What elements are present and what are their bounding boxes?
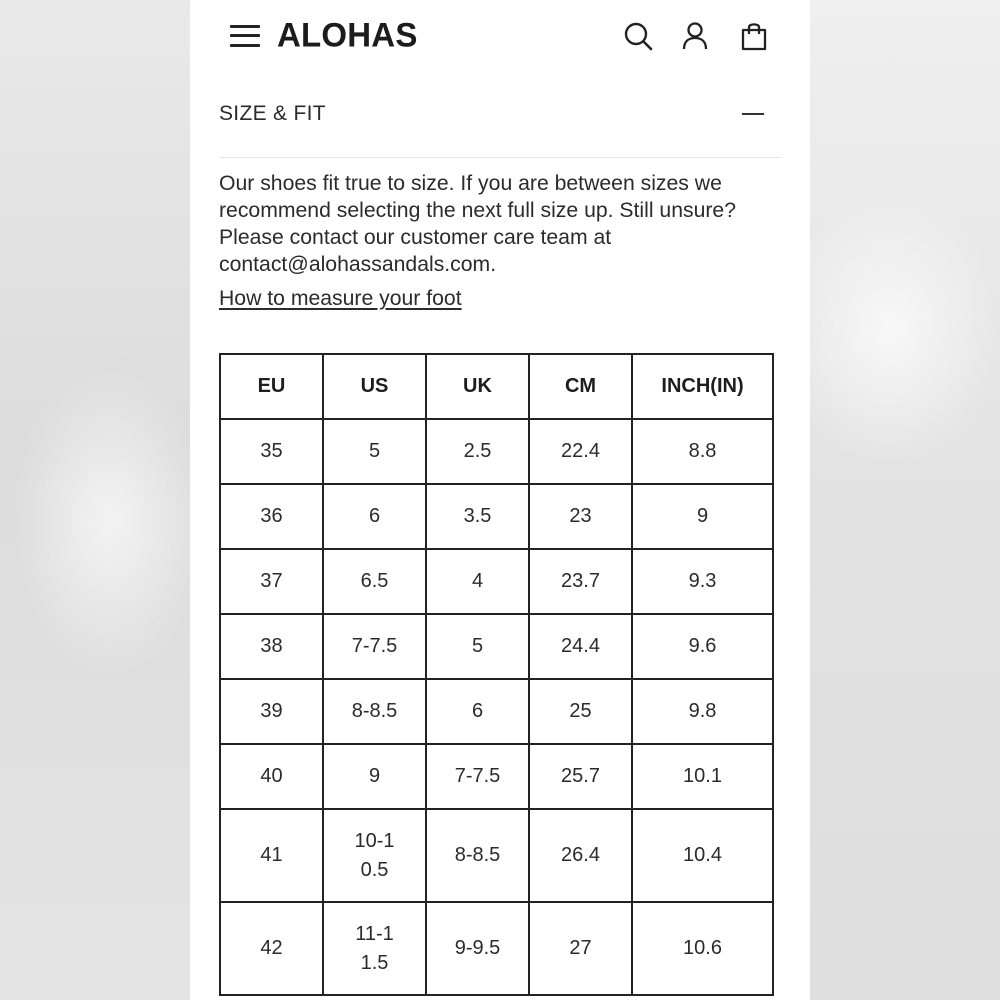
table-row <box>220 419 773 484</box>
size-chart-table <box>219 353 774 996</box>
mobile-page <box>190 0 810 1000</box>
divider <box>219 157 782 158</box>
table-cell: 7-7.5 <box>323 614 426 679</box>
table-cell: 9 <box>632 484 773 549</box>
column-header-uk: UK <box>426 354 529 419</box>
site-header <box>190 0 810 72</box>
table-cell: 26.4 <box>529 809 632 902</box>
table-row <box>220 679 773 744</box>
table-cell: 10.1 <box>632 744 773 809</box>
brand-logo[interactable]: ALOHAS <box>277 15 418 54</box>
user-icon[interactable] <box>679 20 711 52</box>
table-cell: 9.6 <box>632 614 773 679</box>
search-icon[interactable] <box>622 20 654 52</box>
table-cell: 7-7.5 <box>426 744 529 809</box>
table-cell: 24.4 <box>529 614 632 679</box>
table-cell: 9.8 <box>632 679 773 744</box>
table-cell: 25.7 <box>529 744 632 809</box>
table-cell: 10.6 <box>632 902 773 995</box>
table-cell: 6.5 <box>323 549 426 614</box>
table-cell: 27 <box>529 902 632 995</box>
table-cell: 6 <box>323 484 426 549</box>
table-cell: 8-8.5 <box>426 809 529 902</box>
table-cell: 2.5 <box>426 419 529 484</box>
table-cell: 3.5 <box>426 484 529 549</box>
cell-text: 11-11.5 <box>355 922 394 974</box>
table-row <box>220 744 773 809</box>
table-cell: 23.7 <box>529 549 632 614</box>
table-row <box>220 809 773 902</box>
table-row <box>220 902 773 995</box>
table-cell: 41 <box>220 809 323 902</box>
size-fit-description: Our shoes fit true to size. If you are between sizes we recommend selecting the next full size up. Still unsure? Please contact our customer care team at contact@alohassandals.com. <box>219 172 737 276</box>
blurred-background-right <box>810 0 1000 1000</box>
table-cell: 5 <box>426 614 529 679</box>
measure-foot-link[interactable]: How to measure your foot <box>219 287 462 310</box>
table-cell: 23 <box>529 484 632 549</box>
table-cell: 37 <box>220 549 323 614</box>
table-cell: 6 <box>426 679 529 744</box>
table-cell: 22.4 <box>529 419 632 484</box>
table-row <box>220 614 773 679</box>
column-header-inch: INCH(IN) <box>632 354 773 419</box>
table-cell: 42 <box>220 902 323 995</box>
table-cell: 4 <box>426 549 529 614</box>
table-cell: 10.4 <box>632 809 773 902</box>
table-cell: 9-9.5 <box>426 902 529 995</box>
table-cell: 8.8 <box>632 419 773 484</box>
table-cell: 36 <box>220 484 323 549</box>
table-row <box>220 549 773 614</box>
hamburger-menu-icon[interactable] <box>230 24 260 48</box>
column-header-us: US <box>323 354 426 419</box>
blurred-background-left <box>0 0 190 1000</box>
table-cell: 9.3 <box>632 549 773 614</box>
table-cell <box>323 902 426 995</box>
table-cell: 38 <box>220 614 323 679</box>
cell-text: 10-10.5 <box>354 829 395 881</box>
size-fit-heading[interactable]: SIZE & FIT <box>219 102 326 125</box>
table-cell: 25 <box>529 679 632 744</box>
table-row <box>220 484 773 549</box>
table-cell <box>323 809 426 902</box>
table-cell: 40 <box>220 744 323 809</box>
minus-icon[interactable] <box>742 113 764 115</box>
table-cell: 9 <box>323 744 426 809</box>
table-cell: 5 <box>323 419 426 484</box>
table-header-row <box>220 354 773 419</box>
table-cell: 35 <box>220 419 323 484</box>
shopping-bag-icon[interactable] <box>738 20 770 52</box>
table-cell: 39 <box>220 679 323 744</box>
column-header-cm: CM <box>529 354 632 419</box>
table-cell: 8-8.5 <box>323 679 426 744</box>
column-header-eu: EU <box>220 354 323 419</box>
